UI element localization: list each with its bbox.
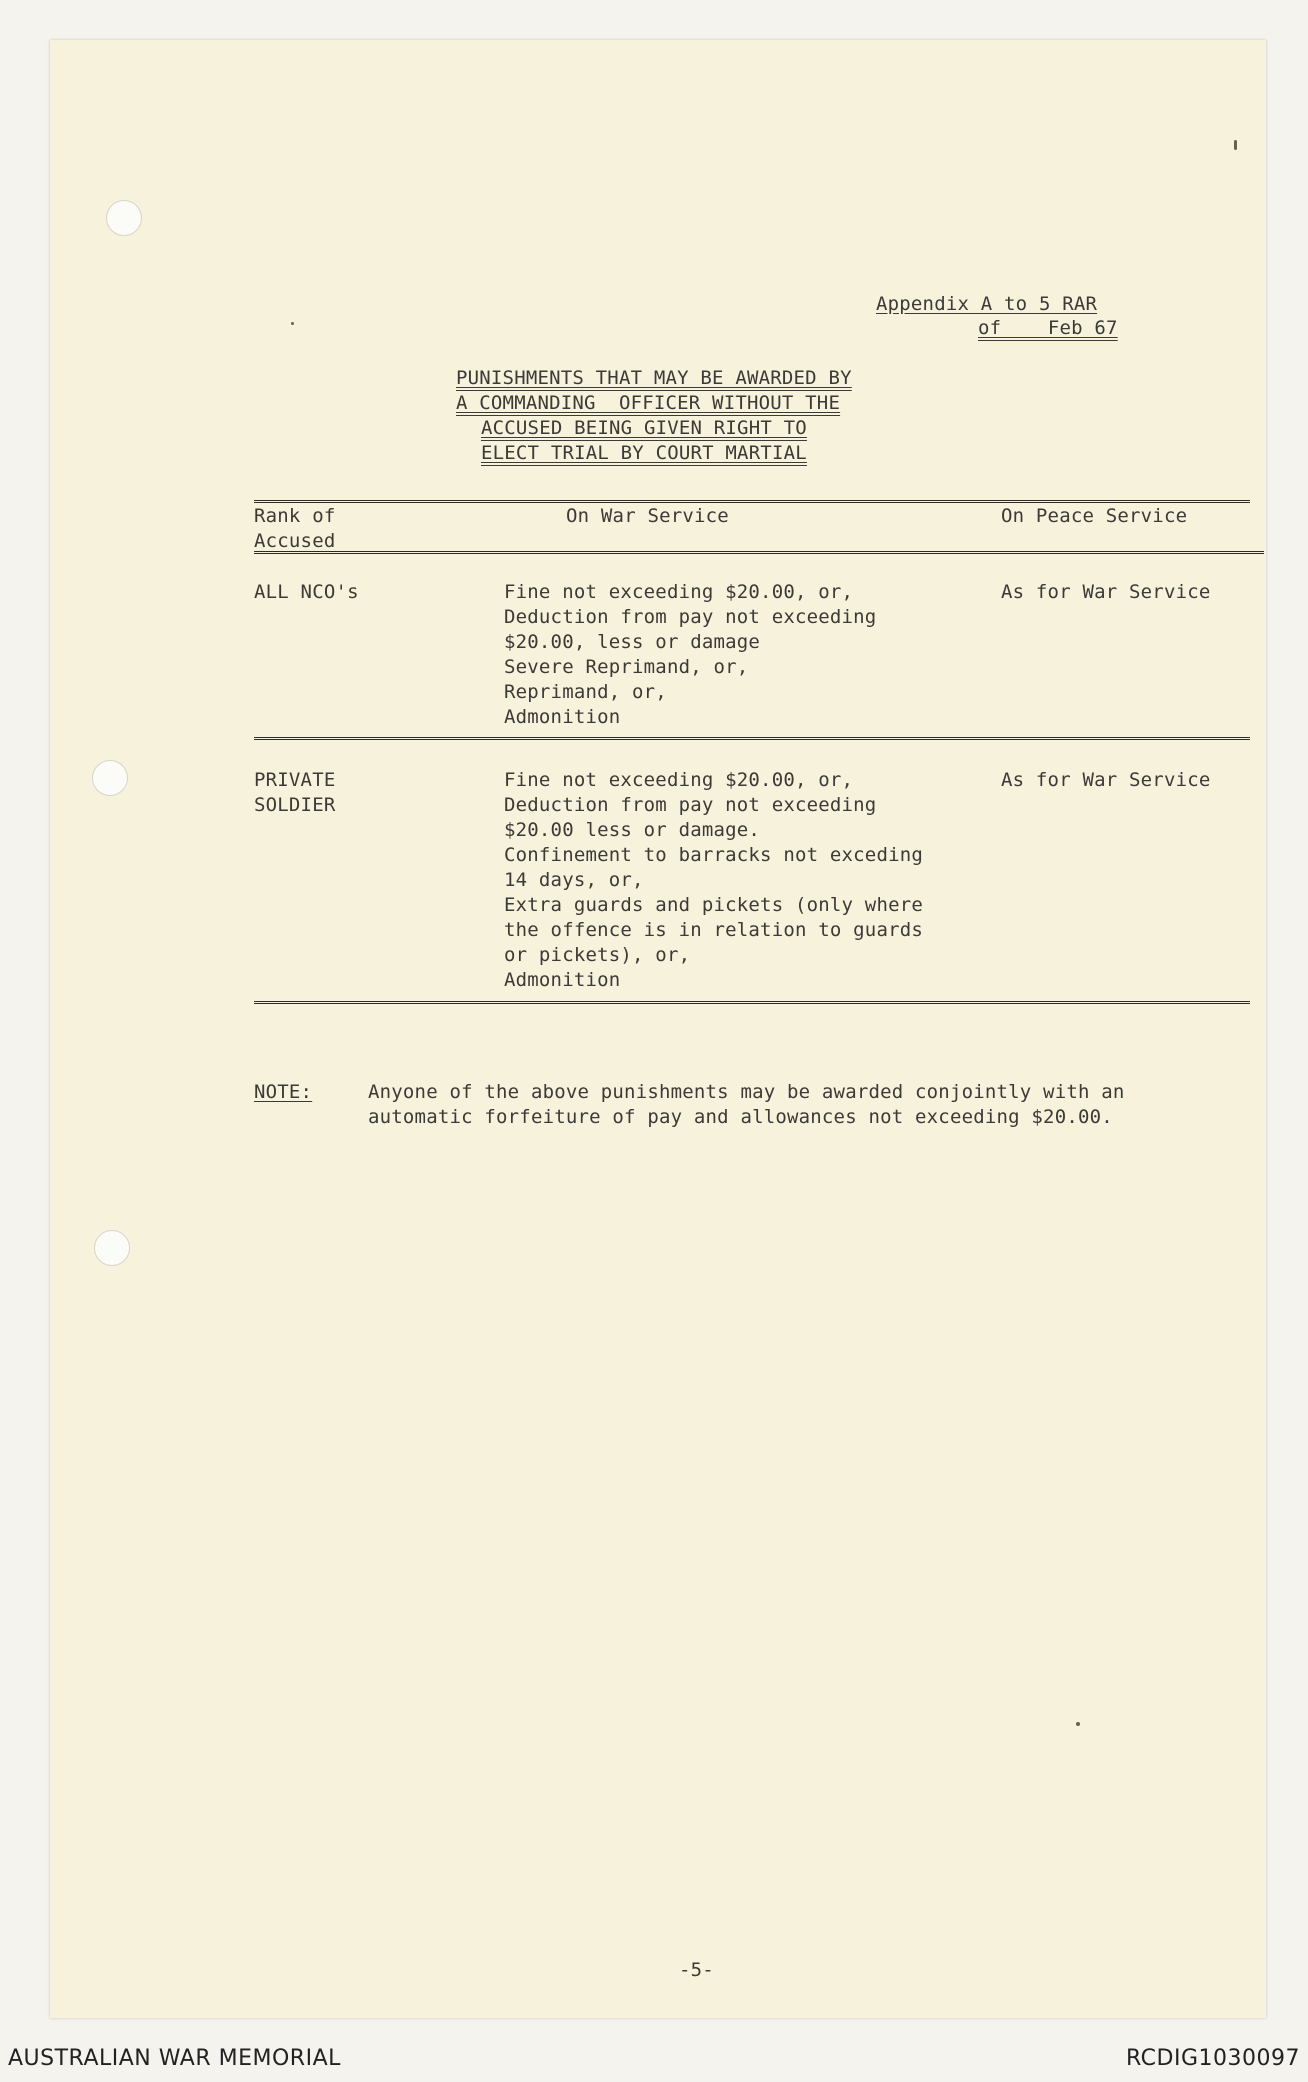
table-bottom-rule [254,1001,1250,1004]
footer-archive-name: AUSTRALIAN WAR MEMORIAL [8,2046,341,2071]
paper-speck [1234,140,1237,150]
row-2-rank-line: SOLDIER [254,794,336,816]
title-line-3: ACCUSED BEING GIVEN RIGHT TO [481,417,807,439]
paper-speck [291,322,294,325]
row-2-peace: As for War Service [1001,769,1211,791]
row-2-war-line: or pickets), or, [504,944,691,966]
row-1-war-line: Deduction from pay not exceeding [504,606,877,628]
row-2-war-line: Extra guards and pickets (only where [504,894,924,916]
row-2-war-line: Confinement to barracks not exceding [504,844,924,866]
row-1-war-line: Reprimand, or, [504,681,667,703]
table-top-rule [254,500,1250,503]
title-line-4: ELECT TRIAL BY COURT MARTIAL [481,442,807,464]
row-2-war-line: 14 days, or, [504,869,644,891]
row-1-rank: ALL NCO's [254,581,359,603]
row-1-war-line: Severe Reprimand, or, [504,656,749,678]
punch-hole [94,1230,130,1266]
document-page [50,40,1266,2018]
page-number: -5- [679,1959,714,1981]
punch-hole [106,200,142,236]
header-rank-line-1: Rank of [254,505,336,527]
paper-speck [1076,1722,1080,1726]
footer-record-id: RCDIG1030097 [1125,2046,1300,2071]
header-rank-line-2: Accused [254,530,336,552]
punch-hole [92,760,128,796]
row-2-war-line: the offence is in relation to guards [504,919,924,941]
row-1-war-line: $20.00, less or damage [504,631,761,653]
row-1-war-line: Fine not exceeding $20.00, or, [504,581,854,603]
row-2-war-line: Fine not exceeding $20.00, or, [504,769,854,791]
row-1-war-line: Admonition [504,706,621,728]
note-line: Anyone of the above punishments may be awarded conjointly with an [368,1081,1125,1103]
note-label: NOTE: [254,1081,313,1103]
appendix-line-1: Appendix A to 5 RAR [876,293,1098,315]
row-2-war-line: $20.00 less or damage. [504,819,761,841]
header-war-service: On War Service [566,505,729,527]
row-1-peace: As for War Service [1001,581,1211,603]
header-bottom-rule [254,551,1264,554]
row-2-war-line: Deduction from pay not exceeding [504,794,877,816]
title-line-2: A COMMANDING OFFICER WITHOUT THE [456,392,841,414]
row-2-rank-line: PRIVATE [254,769,336,791]
title-line-1: PUNISHMENTS THAT MAY BE AWARDED BY [456,367,852,389]
note-line: automatic forfeiture of pay and allowances not exceeding $20.00. [368,1106,1113,1128]
row-2-war-line: Admonition [504,969,621,991]
header-peace-service: On Peace Service [1001,505,1188,527]
row-divider-rule [254,737,1250,740]
appendix-line-2: of Feb 67 [978,317,1118,339]
